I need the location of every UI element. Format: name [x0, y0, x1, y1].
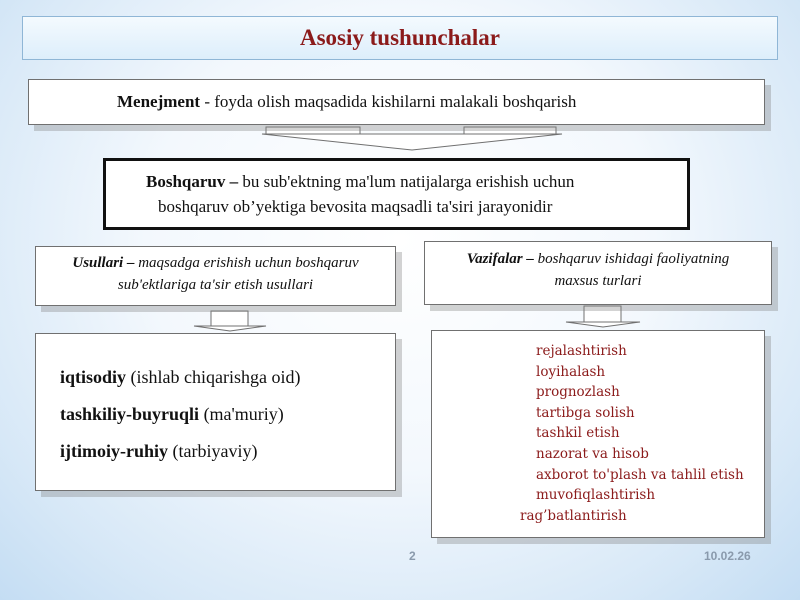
menejment-definition-box	[28, 79, 765, 125]
methods-list-box	[35, 333, 396, 491]
function-item: tashkil etish	[536, 425, 620, 442]
menejment-text: - foyda olish maqsadida kishilarni malakali boshqarish	[200, 92, 577, 111]
function-item: rejalashtirish	[536, 343, 627, 359]
function-item: axborot to'plash va tahlil etish	[536, 466, 744, 483]
down-arrow-vazifalar	[566, 306, 640, 327]
function-item: muvofiqlashtirish	[536, 487, 656, 504]
menejment-term: Menejment	[117, 92, 201, 111]
usullari-text-line2: sub'ektlariga ta'sir etish usullari	[117, 277, 314, 293]
down-arrow-usullari	[194, 311, 266, 331]
function-item: prognozlash	[536, 384, 620, 401]
slide-date: 10.02.26	[704, 549, 751, 563]
vazifalar-text-line1: boshqaruv ishidagi faoliyatning	[533, 251, 730, 267]
function-item: nazorat va hisob	[536, 445, 649, 462]
method-item: iqtisodiy (ishlab chiqarishga oid)	[60, 367, 301, 387]
usullari-term: Usullari –	[72, 255, 135, 271]
vazifalar-text-line2: maxsus turlari	[554, 273, 642, 289]
functions-list-box	[431, 330, 765, 538]
usullari-text-line1: maqsadga erishish uchun boshqaruv	[134, 255, 359, 271]
usullari-definition-box	[35, 246, 396, 306]
boshqaruv-definition-box	[103, 158, 690, 230]
vazifalar-definition-box	[424, 241, 772, 305]
down-arrow-menejment	[262, 127, 562, 150]
vazifalar-term: Vazifalar –	[466, 251, 534, 267]
boshqaruv-text-line2: boshqaruv ob’yektiga bevosita maqsadli ta'siri jarayonidir	[158, 197, 553, 216]
title-bar	[22, 16, 778, 60]
function-item: tartibga solish	[536, 404, 635, 421]
slide-number: 2	[409, 549, 416, 563]
function-item: rag’batlantirish	[520, 507, 627, 524]
boshqaruv-term: Boshqaruv –	[146, 172, 239, 191]
method-item: ijtimoiy-ruhiy (tarbiyaviy)	[60, 441, 258, 461]
function-item: loyihalash	[536, 363, 606, 380]
page-title: Asosiy tushunchalar	[299, 25, 501, 50]
method-item: tashkiliy-buyruqli (ma'muriy)	[60, 404, 284, 424]
boshqaruv-text-line1: bu sub'ektning ma'lum natijalarga erishish uchun	[238, 172, 575, 191]
